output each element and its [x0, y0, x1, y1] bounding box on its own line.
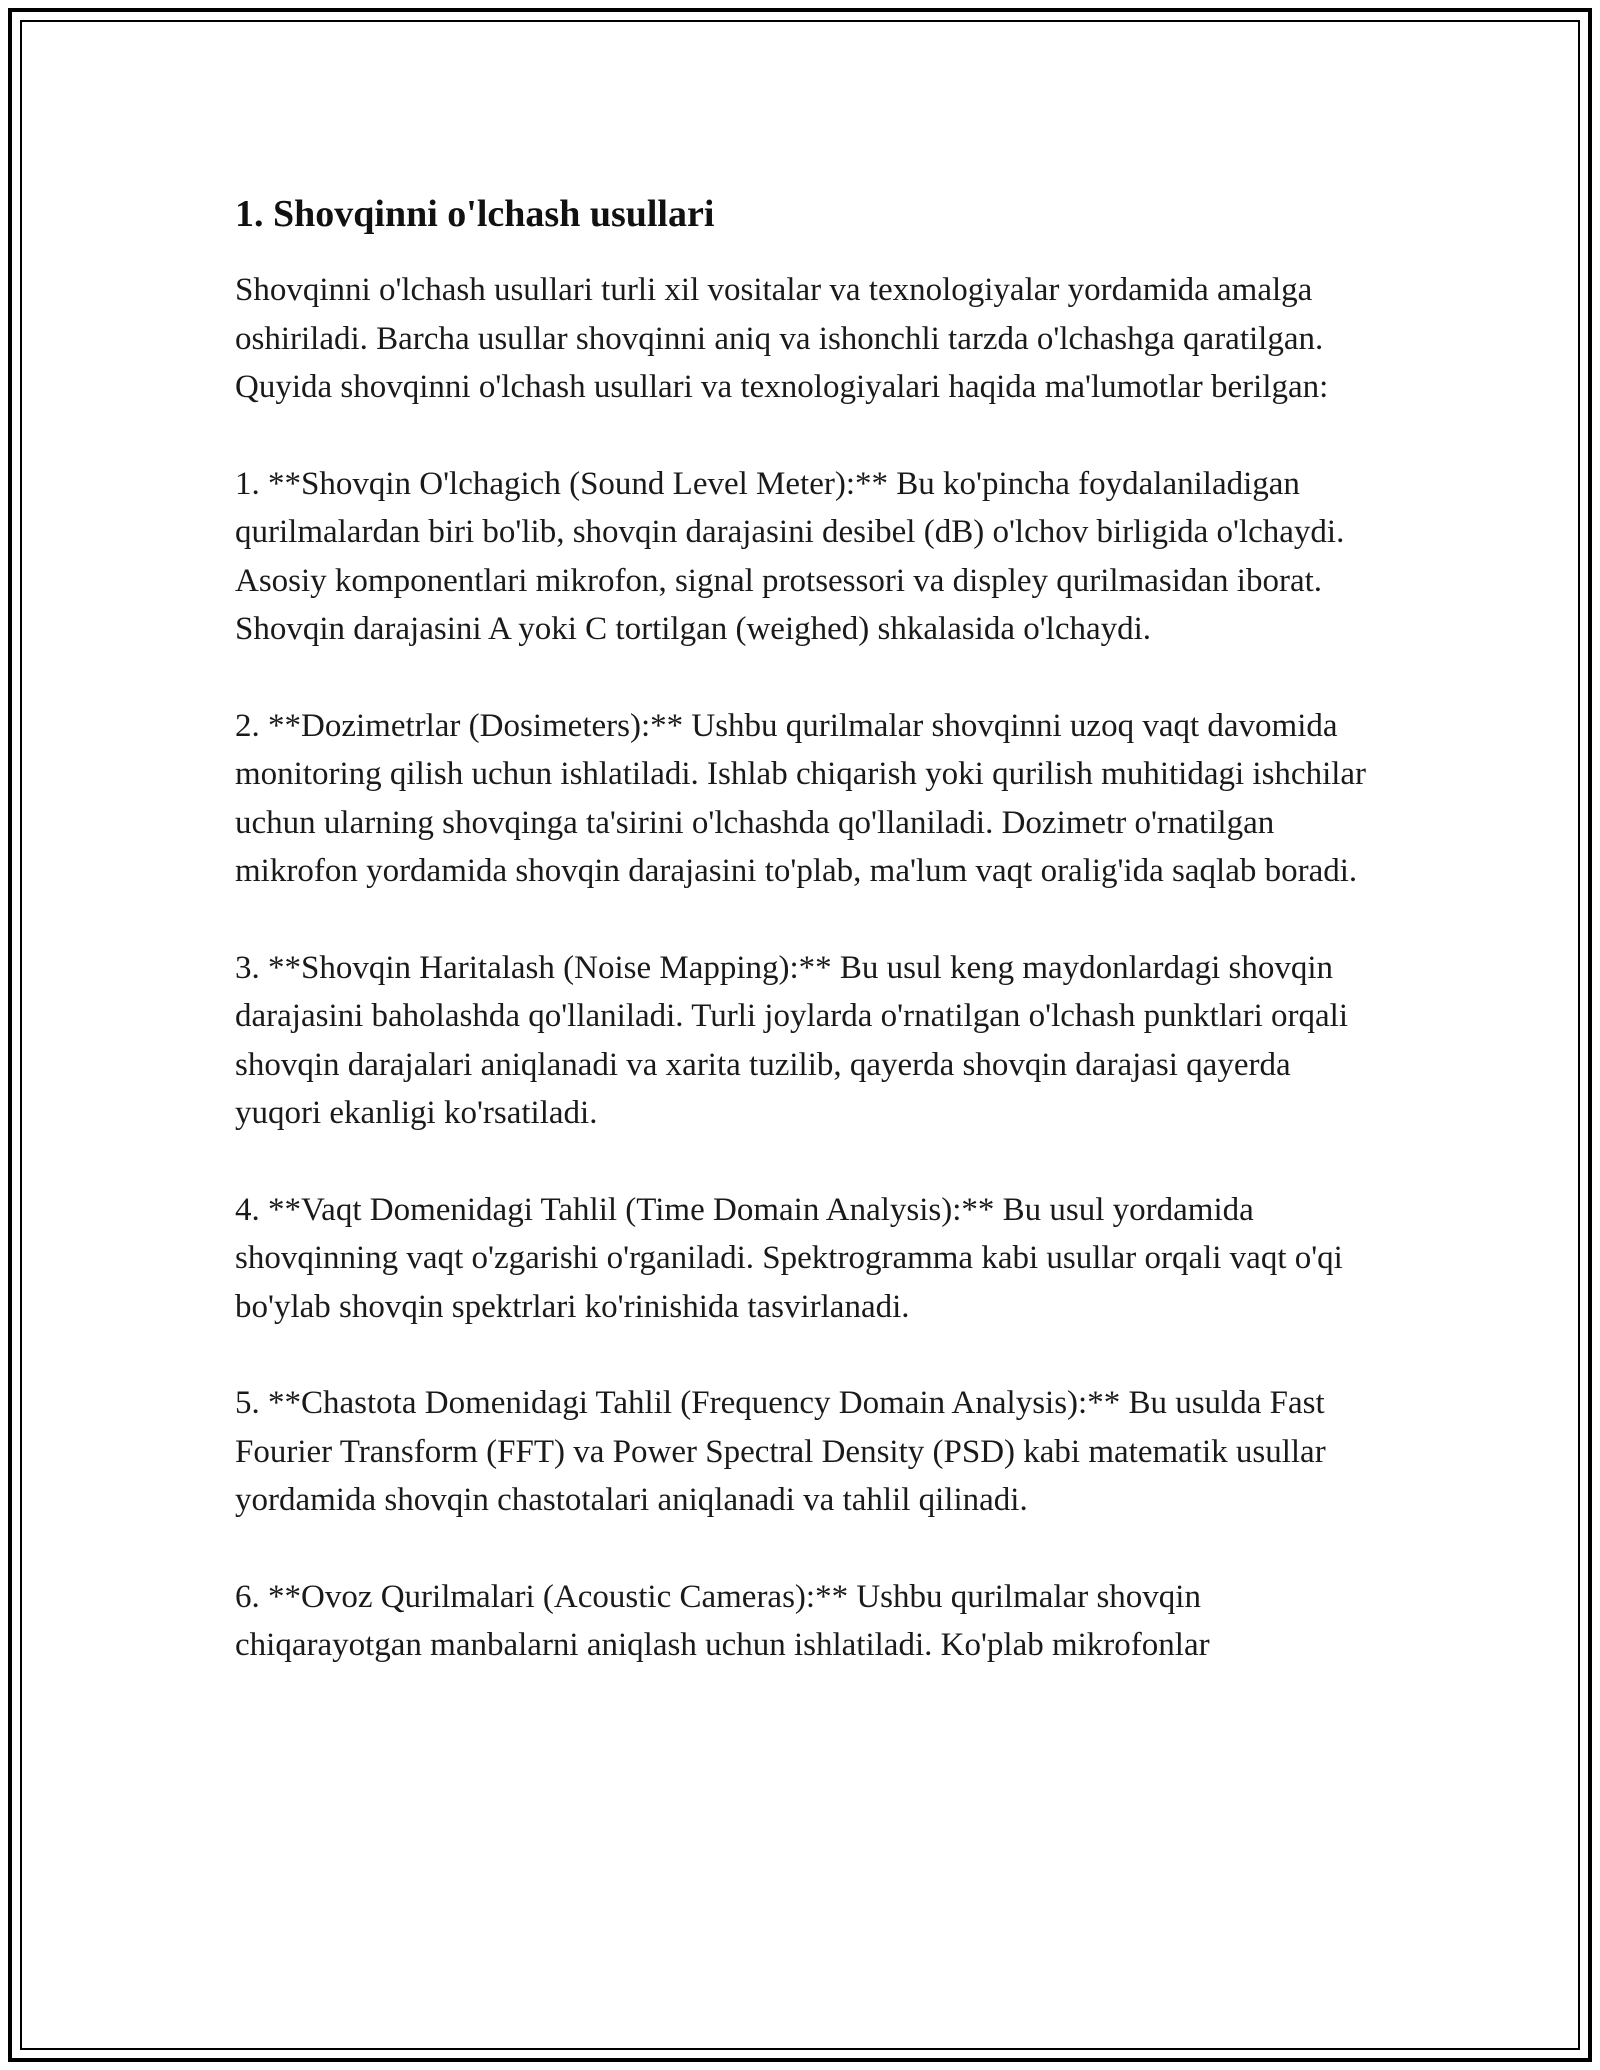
method-frequency-domain-analysis: 5. **Chastota Domenidagi Tahlil (Frequency Domain Analysis):** Bu usulda Fast Fourier Transform (FFT) va Power Spectral Density (PSD) kabi matematik usullar yordamida shovqin chastotalari aniqlanadi va tahlil qilinadi. — [235, 1385, 1326, 1518]
intro-paragraph: Shovqinni o'lchash usullari turli xil vositalar va texnologiyalar yordamida amalga oshiriladi. Barcha usullar shovqinni aniq va ishonchli tarzda o'lchashga qaratilgan. Quyida shovqinni o'lchash usullari va texnologiyalari haqida ma'lumotlar berilgan: — [235, 272, 1329, 405]
method-time-domain-analysis: 4. **Vaqt Domenidagi Tahlil (Time Domain Analysis):** Bu usul yordamida shovqinning vaqt o'zgarishi o'rganiladi. Spektrogramma kabi usullar orqali vaqt o'qi bo'ylab shovqin spektrlari ko'rinishida tasvirlanadi. — [235, 1191, 1343, 1325]
document-body — [235, 186, 1370, 1718]
method-acoustic-cameras: 6. **Ovoz Qurilmalari (Acoustic Cameras):** Ushbu qurilmalar shovqin chiqarayotgan manbalarni aniqlash uchun ishlatiladi. Ko'plab mikrofonlar — [235, 1578, 1210, 1663]
method-noise-mapping: 3. **Shovqin Haritalash (Noise Mapping):** Bu usul keng maydonlardagi shovqin darajasini baholashda qo'llaniladi. Turli joylarda o'rnatilgan o'lchash punktlari orqali shovqin darajalari aniqlanadi va xarita tuzilib, qayerda shovqin darajasi qayerda yuqori ekanligi ko'rsatiladi. — [235, 949, 1349, 1131]
method-dosimeters: 2. **Dozimetrlar (Dosimeters):** Ushbu qurilmalar shovqinni uzoq vaqt davomida monitoring qilish uchun ishlatiladi. Ishlab chiqarish yoki qurilish muhitidagi ishchilar uchun ularning shovqinga ta'sirini o'lchashda qo'llaniladi. Dozimetr o'rnatilgan mikrofon yordamida shovqin darajasini to'plab, ma'lum vaqt oralig'ida saqlab boradi. — [235, 707, 1367, 889]
section-heading: 1. Shovqinni o'lchash usullari — [235, 193, 715, 235]
method-sound-level-meter: 1. **Shovqin O'lchagich (Sound Level Meter):** Bu ko'pincha foydalaniladigan qurilmalardan biri bo'lib, shovqin darajasini desibel (dB) o'lchov birligida o'lchaydi. Asosiy komponentlari mikrofon, signal protsessori va displey qurilmasidan iborat. Shovqin darajasini A yoki C tortilgan (weighed) shkalasida o'lchaydi. — [235, 465, 1345, 647]
